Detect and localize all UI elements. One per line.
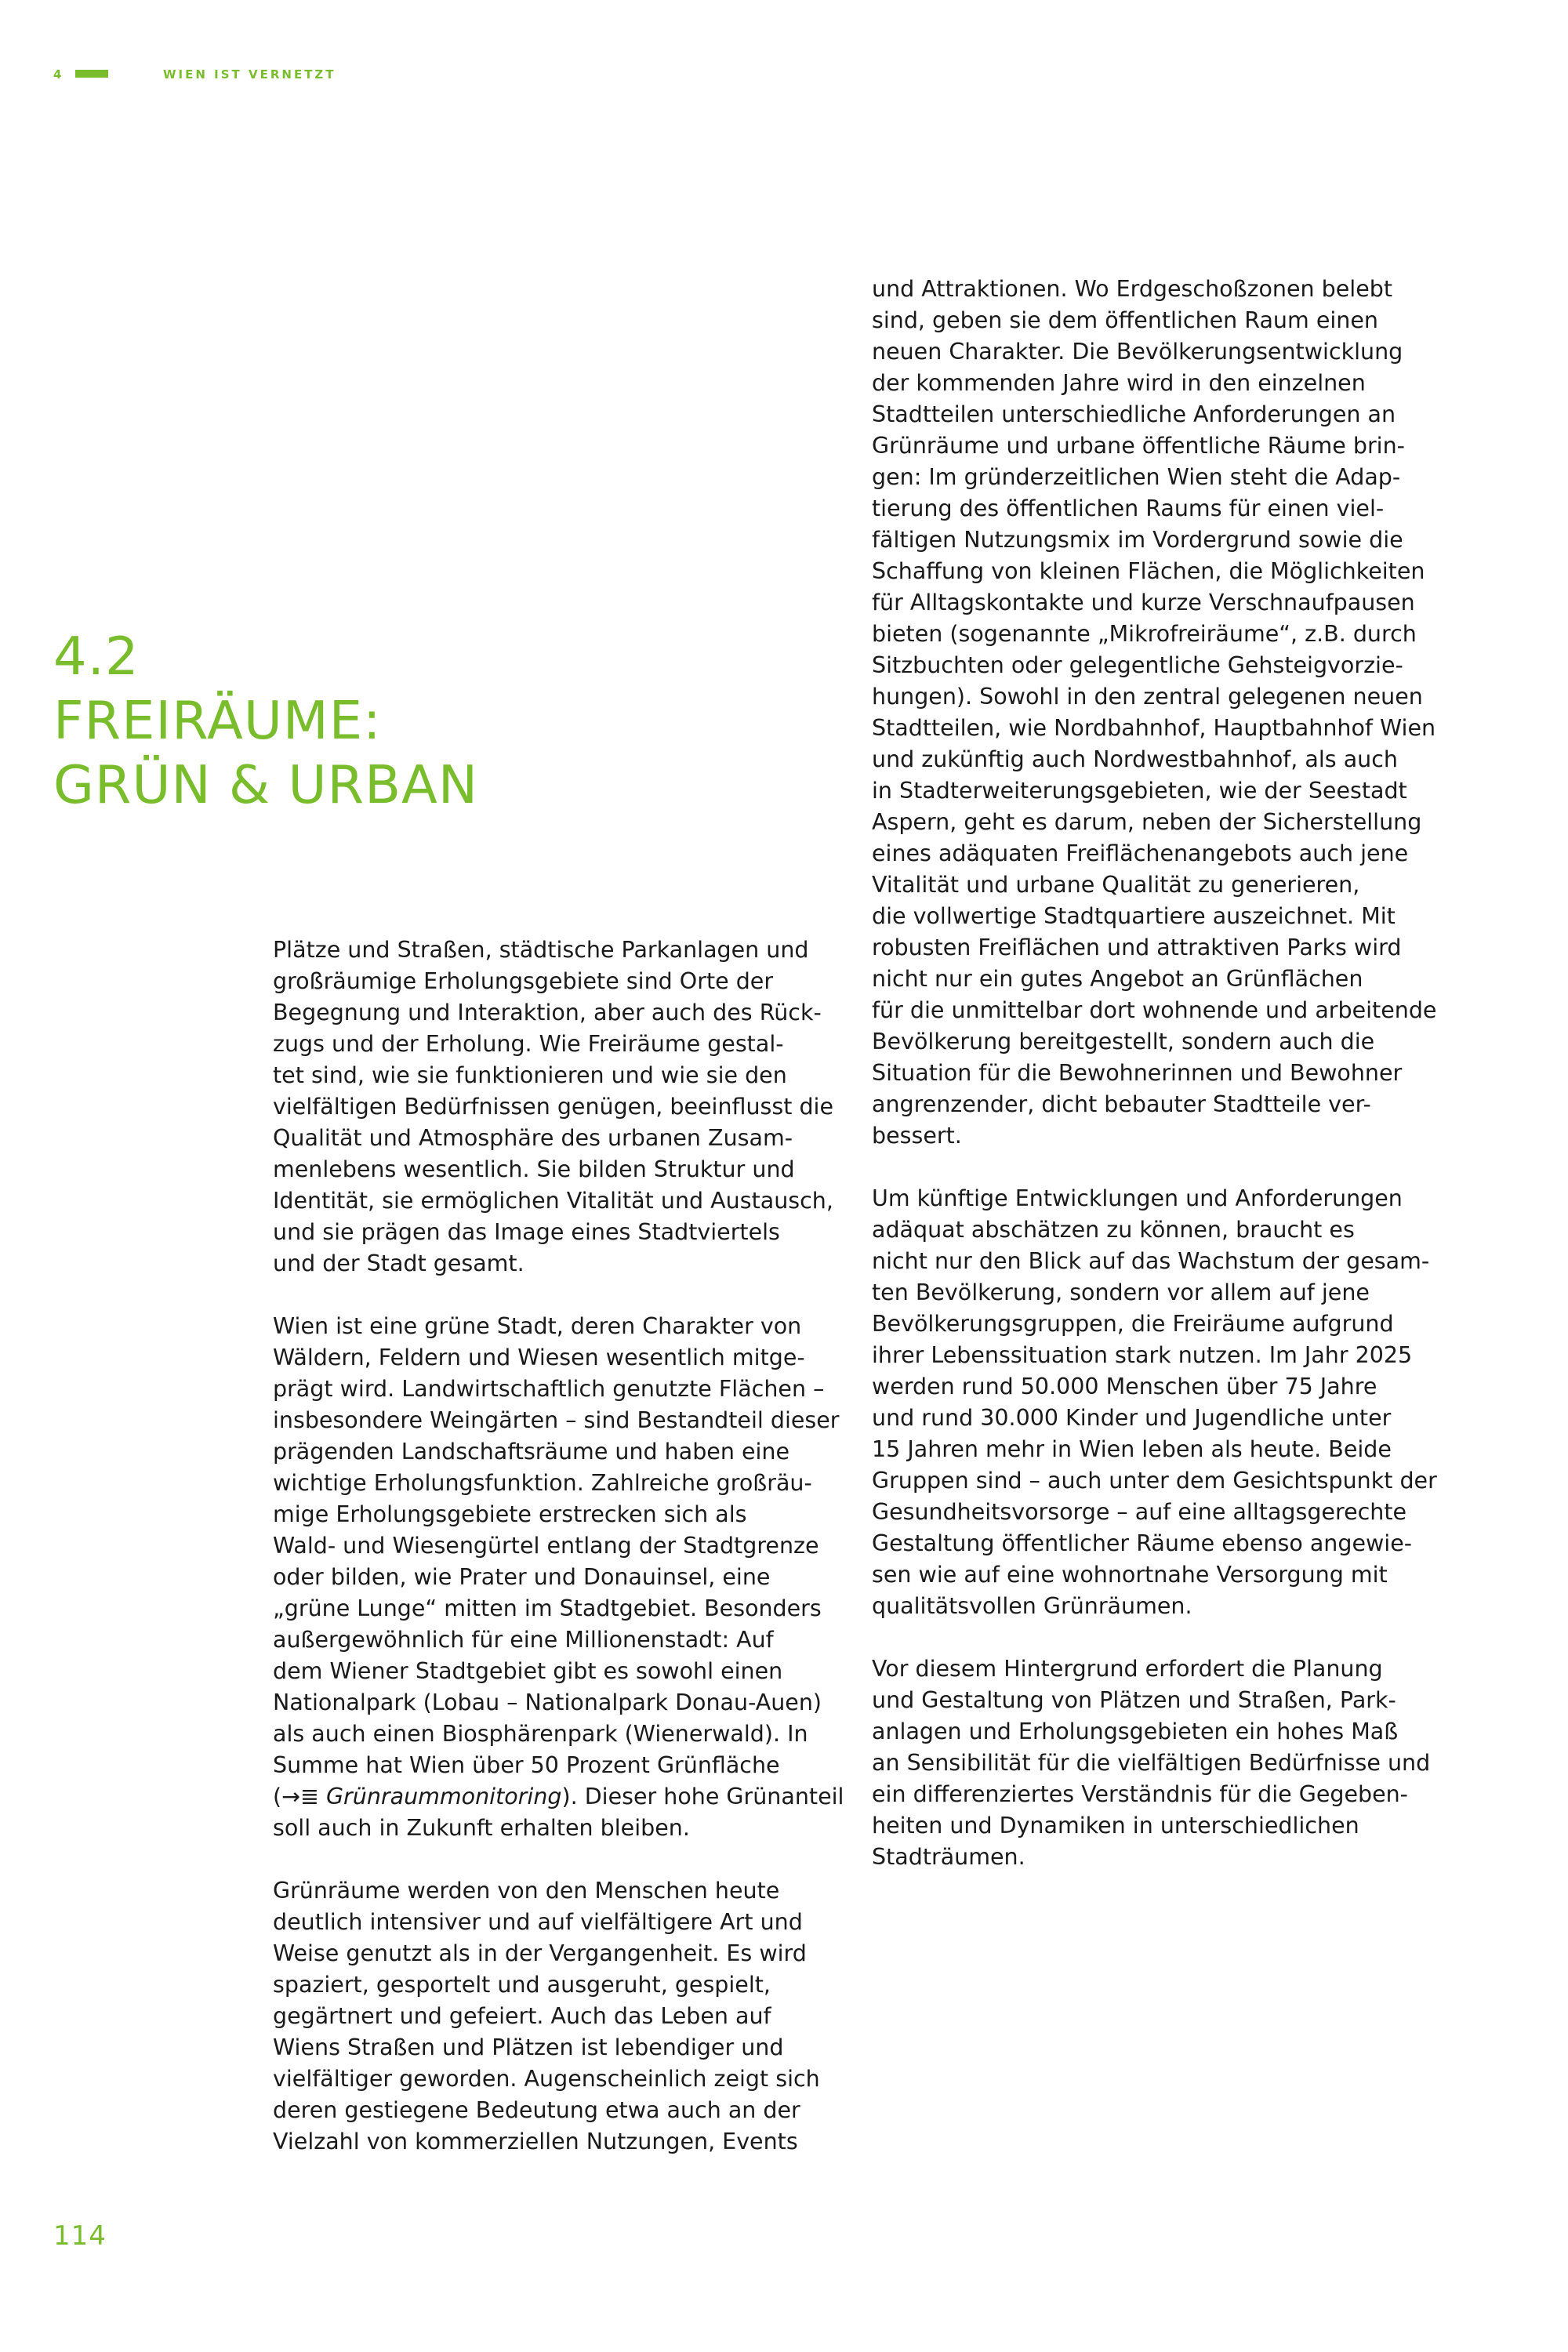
paragraph-line: Gestaltung öffentlicher Räume ebenso angewie- <box>872 1530 1413 1556</box>
paragraph-line: Gesundheitsvorsorge – auf eine alltagsgerechte <box>872 1499 1407 1525</box>
paragraph-line: deren gestiegene Bedeutung etwa auch an der <box>273 2097 800 2123</box>
paragraph-line: nicht nur den Blick auf das Wachstum der gesam- <box>872 1248 1430 1274</box>
paragraph-line: angrenzender, dicht bebauter Stadtteile ver- <box>872 1091 1371 1117</box>
paragraph-line: Vor diesem Hintergrund erfordert die Planung <box>872 1656 1383 1682</box>
reference-open: (→ <box>273 1784 300 1809</box>
paragraph-line: Stadtteilen, wie Nordbahnhof, Hauptbahnhof Wien <box>872 715 1436 741</box>
paragraph-line: Wäldern, Feldern und Wiesen wesentlich mitge- <box>273 1345 805 1370</box>
paragraph-lines <box>273 1311 840 1781</box>
paragraph-line: Vitalität und urbane Qualität zu generieren, <box>872 872 1360 898</box>
paragraph-line: deutlich intensiver und auf vielfältigere Art und <box>273 1909 803 1935</box>
paragraph <box>872 1653 1436 1873</box>
paragraph-line: tierung des öffentlichen Raums für einen viel- <box>872 495 1385 521</box>
paragraph-line: fältigen Nutzungsmix im Vordergrund sowie die <box>872 527 1403 553</box>
paragraph-line: ein differenziertes Verständnis für die Gegeben- <box>872 1781 1408 1807</box>
paragraph-line: und Gestaltung von Plätzen und Straßen, Park- <box>872 1687 1396 1713</box>
chapter-title: WIEN IST VERNETZT <box>163 67 336 82</box>
paragraph-line: an Sensibilität für die vielfältigen Bedürfnisse und <box>872 1750 1431 1776</box>
paragraph-line: als auch einen Biosphärenpark (Wienerwald). In <box>273 1721 808 1747</box>
paragraph-line: neuen Charakter. Die Bevölkerungsentwicklung <box>872 339 1403 365</box>
paragraph-line: Grünräume und urbane öffentliche Räume brin- <box>872 433 1405 459</box>
paragraph-line: in Stadterweiterungsgebieten, wie der Seestadt <box>872 778 1407 804</box>
paragraph-line: Wald- und Wiesengürtel entlang der Stadtgrenze <box>273 1533 819 1559</box>
paragraph-line: dem Wiener Stadtgebiet gibt es sowohl einen <box>273 1658 783 1684</box>
paragraph-line: vielfältiger geworden. Augenscheinlich zeigt sich <box>273 2066 820 2092</box>
paragraph-line: und zukünftig auch Nordwestbahnhof, als auch <box>872 746 1398 772</box>
reference-close: ). Dieser hohe Grünanteil <box>561 1784 844 1809</box>
paragraph-line: Qualität und Atmosphäre des urbanen Zusam- <box>273 1125 793 1151</box>
paragraph-line: Stadträumen. <box>872 1844 1025 1870</box>
paragraph-line: Nationalpark (Lobau – Nationalpark Donau-Auen) <box>273 1690 822 1715</box>
paragraph-line: Aspern, geht es darum, neben der Sicherstellung <box>872 809 1422 835</box>
paragraph-line: Um künftige Entwicklungen und Anforderungen <box>872 1185 1403 1211</box>
paragraph-line: Bevölkerungsgruppen, die Freiräume aufgrund <box>872 1311 1394 1337</box>
paragraph-line: „grüne Lunge“ mitten im Stadtgebiet. Besonders <box>273 1595 822 1621</box>
paragraph-line: adäquat abschätzen zu können, braucht es <box>872 1217 1355 1243</box>
paragraph-line: die vollwertige Stadtquartiere auszeichnet. Mit <box>872 903 1396 929</box>
chapter-marker-bar <box>75 70 108 78</box>
paragraph-line: Vielzahl von kommerziellen Nutzungen, Events <box>273 2129 798 2154</box>
left-text-column <box>273 935 844 2189</box>
paragraph-line: 15 Jahren mehr in Wien leben als heute. Beide <box>872 1436 1392 1462</box>
paragraph-line: Schaffung von kleinen Flächen, die Möglichkeiten <box>872 558 1425 584</box>
paragraph-line: ihrer Lebenssituation stark nutzen. Im Jahr 2025 <box>872 1342 1413 1368</box>
paragraph-line: bieten (sogenannte „Mikrofreiräume“, z.B. durch <box>872 621 1417 647</box>
paragraph-line: Identität, sie ermöglichen Vitalität und Austausch, <box>273 1188 833 1214</box>
section-title-line2: GRÜN & URBAN <box>53 754 478 815</box>
paragraph-line: spaziert, gesportelt und ausgeruht, gespielt, <box>273 1972 771 1998</box>
paragraph <box>273 1311 844 1844</box>
section-number: 4.2 <box>53 626 140 687</box>
paragraph-line: insbesondere Weingärten – sind Bestandteil dieser <box>273 1407 840 1433</box>
paragraph <box>273 935 834 1279</box>
paragraph-line: sind, geben sie dem öffentlichen Raum einen <box>872 307 1378 333</box>
paragraph-line: und der Stadt gesamt. <box>273 1250 524 1276</box>
paragraph-line: sen wie auf eine wohnortnahe Versorgung mit <box>872 1562 1388 1588</box>
paragraph-line: qualitätsvollen Grünräumen. <box>872 1593 1192 1619</box>
paragraph-line: und Attraktionen. Wo Erdgeschoßzonen belebt <box>872 276 1392 302</box>
paragraph-line: bessert. <box>872 1123 962 1149</box>
paragraph-line: gen: Im gründerzeitlichen Wien steht die Adap- <box>872 464 1401 490</box>
paragraph-line: nicht nur ein gutes Angebot an Grünflächen <box>872 966 1363 992</box>
paragraph-line: außergewöhnlich für eine Millionenstadt: Auf <box>273 1627 774 1653</box>
paragraph <box>273 1875 822 2158</box>
paragraph-line: menlebens wesentlich. Sie bilden Struktur und <box>273 1156 795 1182</box>
paragraph-line: tet sind, wie sie funktionieren und wie sie den <box>273 1062 787 1088</box>
paragraph-line: für die unmittelbar dort wohnende und arbeitende <box>872 997 1437 1023</box>
paragraph-line: für Alltagskontakte und kurze Verschnaufpausen <box>872 590 1415 615</box>
reference-link-gruenraummonitoring[interactable]: Grünraummonitoring <box>325 1784 562 1809</box>
paragraph-line: robusten Freiflächen und attraktiven Parks wird <box>872 935 1402 960</box>
paragraph-line: der kommenden Jahre wird in den einzelnen <box>872 370 1366 396</box>
right-text-column <box>872 274 1436 1904</box>
paragraph-line: Wien ist eine grüne Stadt, deren Charakter von <box>273 1313 802 1339</box>
paragraph-line: Summe hat Wien über 50 Prozent Grünfläche <box>273 1752 780 1778</box>
paragraph-line: Situation für die Bewohnerinnen und Bewohner <box>872 1060 1403 1086</box>
paragraph-line: und rund 30.000 Kinder und Jugendliche unter <box>872 1405 1392 1431</box>
paragraph-line: werden rund 50.000 Menschen über 75 Jahre <box>872 1374 1377 1399</box>
document-list-icon: ≣ <box>300 1784 319 1809</box>
paragraph-line: Bevölkerung bereitgestellt, sondern auch die <box>872 1029 1375 1054</box>
paragraph-line: und sie prägen das Image eines Stadtviertels <box>273 1219 780 1245</box>
paragraph-line: ten Bevölkerung, sondern vor allem auf jene <box>872 1279 1370 1305</box>
chapter-number: 4 <box>53 67 63 82</box>
paragraph-line: soll auch in Zukunft erhalten bleiben. <box>273 1815 690 1841</box>
section-title-line1: FREIRÄUME: <box>53 690 382 751</box>
paragraph-line: prägenden Landschaftsräume und haben eine <box>273 1439 790 1465</box>
paragraph-line: mige Erholungsgebiete erstrecken sich als <box>273 1501 747 1527</box>
paragraph <box>872 274 1436 1152</box>
paragraph-line: prägt wird. Landwirtschaftlich genutzte Flächen – <box>273 1376 825 1402</box>
paragraph-line: oder bilden, wie Prater und Donauinsel, eine <box>273 1564 771 1590</box>
page-number: 114 <box>53 2220 107 2252</box>
paragraph-line: Stadtteilen unterschiedliche Anforderungen an <box>872 401 1396 427</box>
paragraph-line: heiten und Dynamiken in unterschiedlichen <box>872 1813 1359 1838</box>
paragraph-line: vielfältigen Bedürfnissen genügen, beeinflusst die <box>273 1094 834 1120</box>
paragraph-line: Begegnung und Interaktion, aber auch des Rück- <box>273 1000 822 1025</box>
paragraph-line: anlagen und Erholungsgebieten ein hohes Maß <box>872 1719 1399 1744</box>
paragraph-line: Wiens Straßen und Plätzen ist lebendiger und <box>273 2034 784 2060</box>
paragraph-line: gegärtnert und gefeiert. Auch das Leben auf <box>273 2003 771 2029</box>
paragraph-line: wichtige Erholungsfunktion. Zahlreiche großräu- <box>273 1470 812 1496</box>
paragraph <box>872 1183 1436 1622</box>
paragraph-line: Weise genutzt als in der Vergangenheit. Es wird <box>273 1940 807 1966</box>
section-heading <box>53 624 478 817</box>
paragraph-line: Gruppen sind – auch unter dem Gesichtspunkt der <box>872 1468 1437 1494</box>
paragraph-line: eines adäquaten Freiflächenangebots auch jene <box>872 840 1409 866</box>
paragraph-line: Grünräume werden von den Menschen heute <box>273 1878 780 1904</box>
reference-line <box>273 1781 844 1813</box>
paragraph-line: Sitzbuchten oder gelegentliche Gehsteigvorzie- <box>872 652 1403 678</box>
paragraph-line: großräumige Erholungsgebiete sind Orte der <box>273 968 774 994</box>
paragraph-line: Plätze und Straßen, städtische Parkanlagen und <box>273 937 809 963</box>
paragraph-line: hungen). Sowohl in den zentral gelegenen neuen <box>872 684 1423 710</box>
paragraph-line: zugs und der Erholung. Wie Freiräume gestal- <box>273 1031 784 1057</box>
